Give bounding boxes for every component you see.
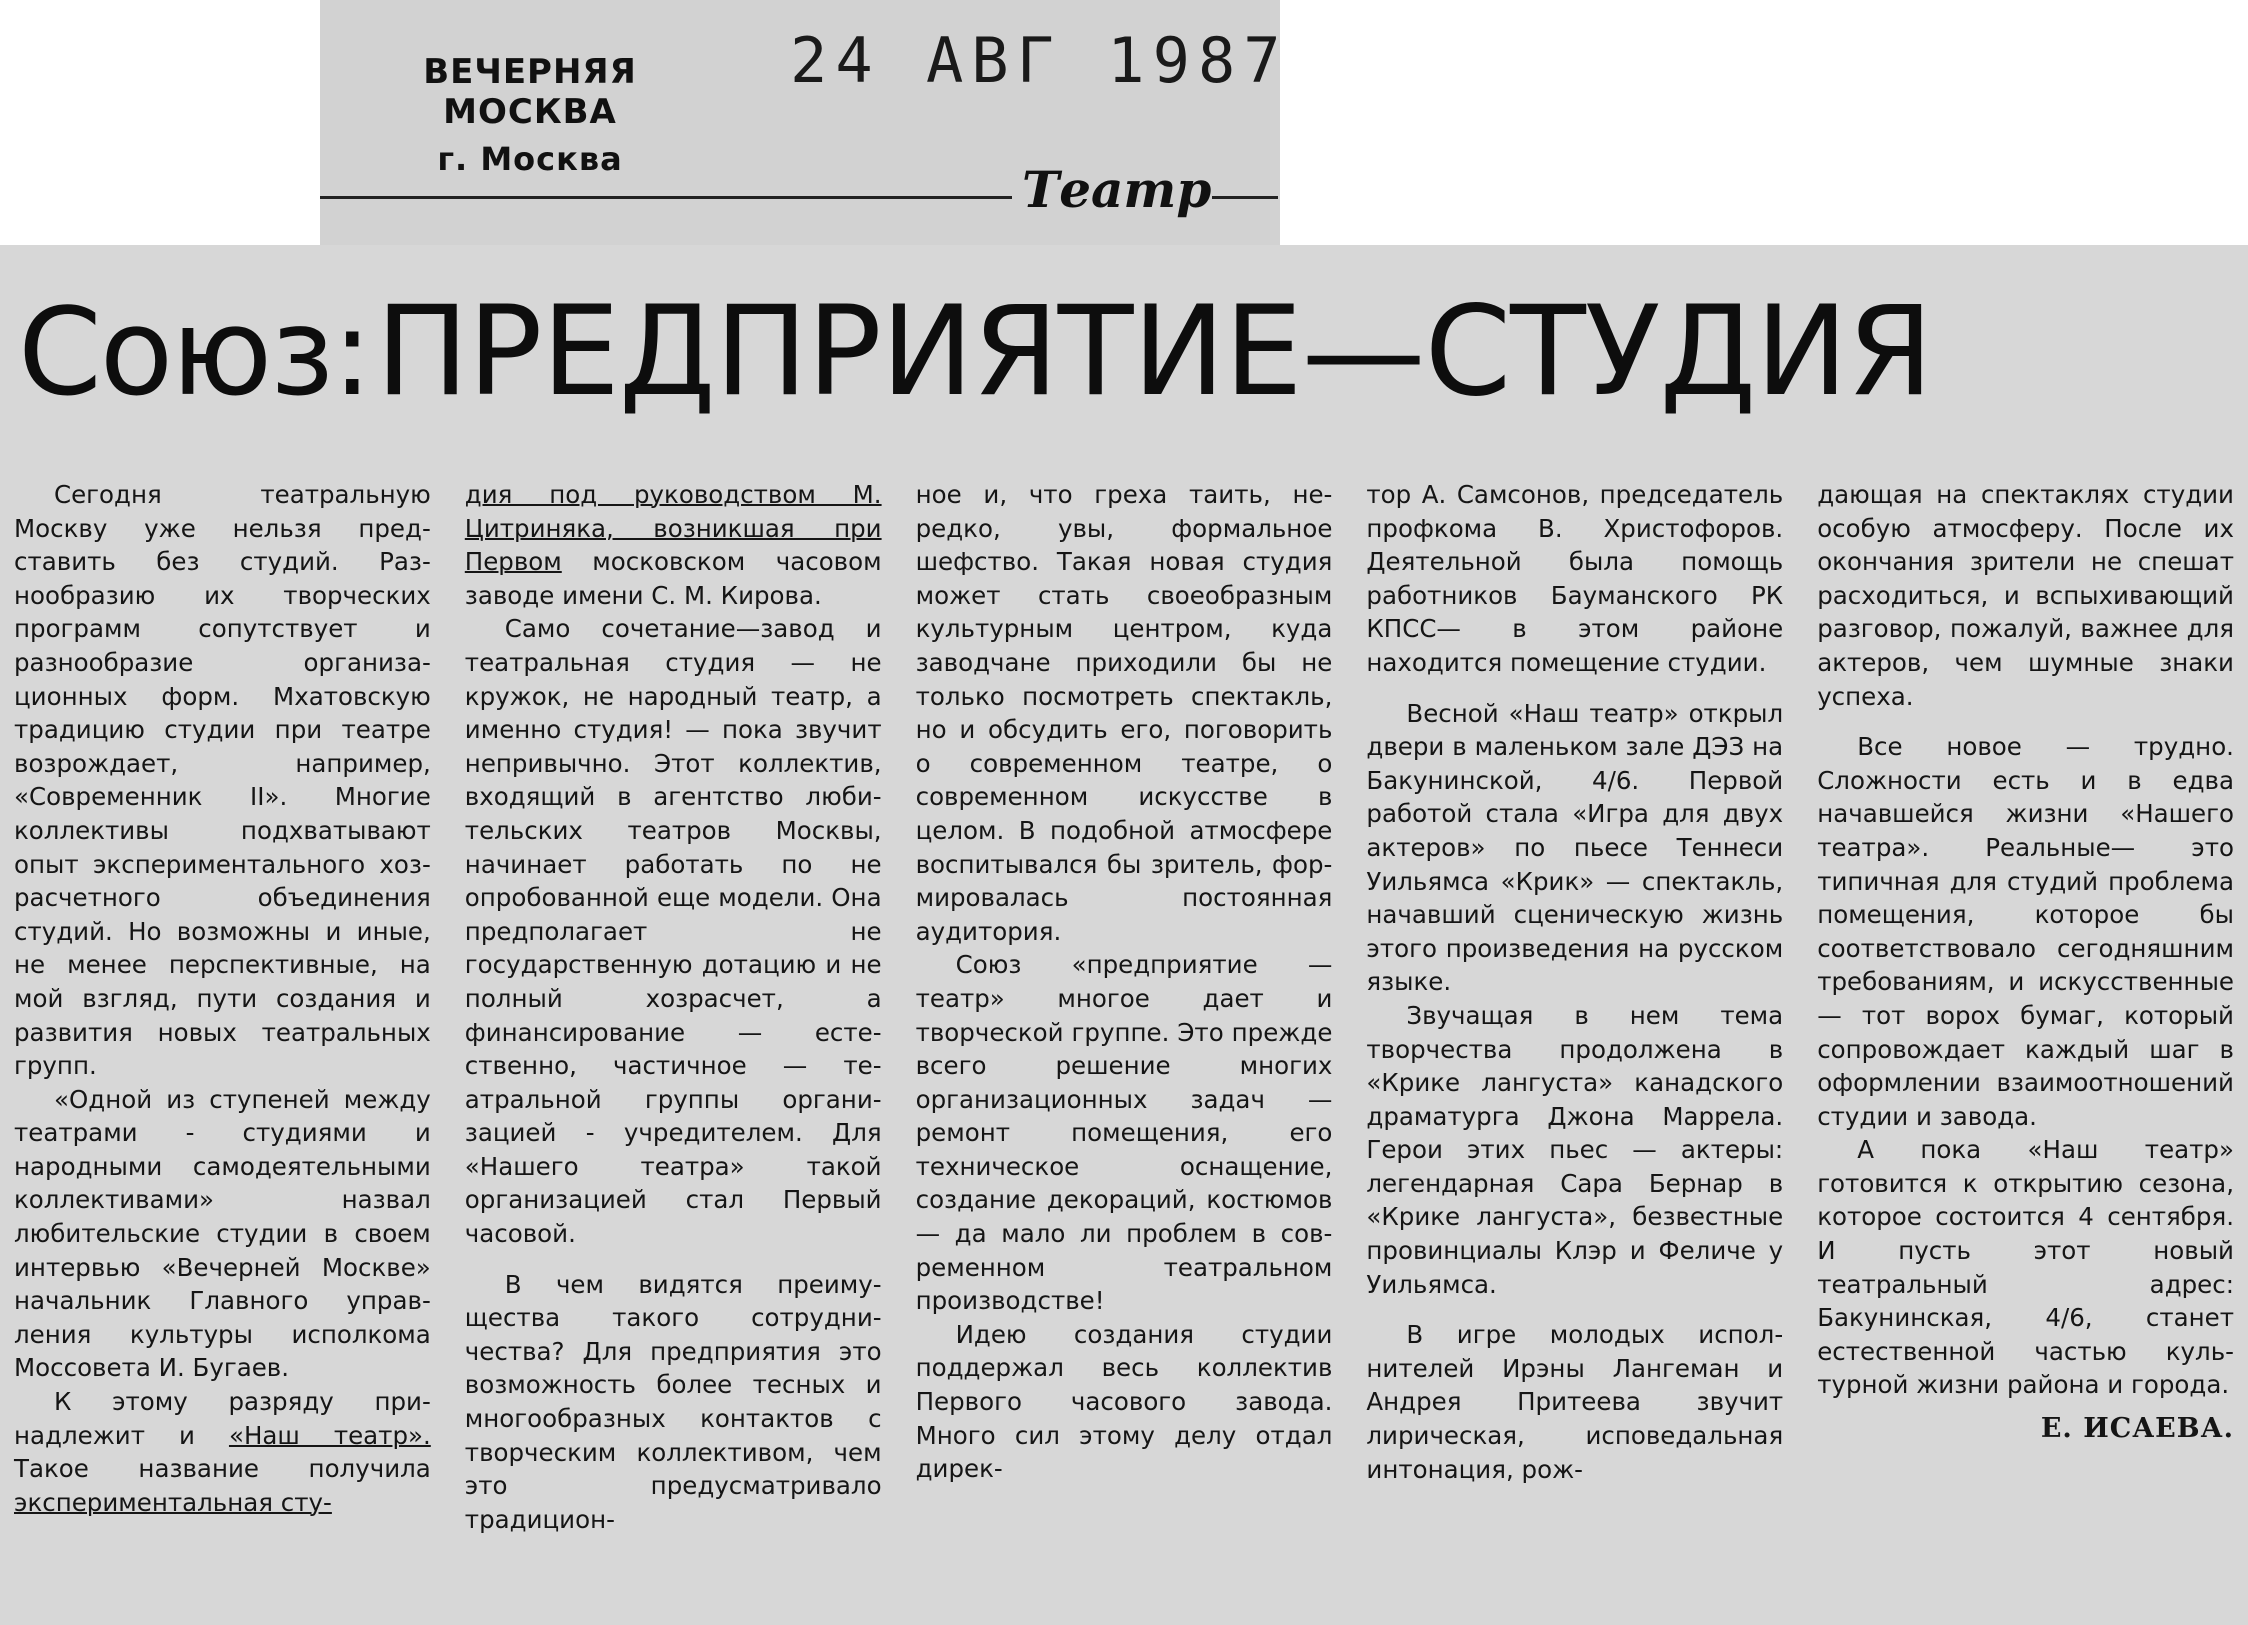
paragraph: Сегодня театральную Москву уже нельзя представить без студий. Разнообразию их творческих программ сопутствует и разнообразие организационных форм. Мхатовскую традицию студии при театре возрождает, например, «Современник II». Многие коллективы подхватывают опыт экспериментального хозрасчетного объединения студий. Но возможны и иные, не менее перспективные, на мой взгляд, пути создания и развития новых театральных групп.	[14, 480, 431, 1081]
headline-lead: Союз:	[18, 284, 371, 423]
underlined-text: дия под руководством М. Цитриняка, возникшая при Первом	[464, 480, 882, 577]
article-columns	[14, 478, 2234, 1608]
article-column-5	[1817, 478, 2234, 1608]
paragraph	[465, 478, 882, 612]
underlined-text: «Наш театр».	[228, 1420, 431, 1450]
paragraph: Весной «Наш театр» открыл двери в маленьком зале ДЭЗ на Бакунинской, 4/6. Первой работой стала «Игра для двух актеров» по пьесе Теннеси Уильямса «Крик» — спектакль, начавший сценическую жизнь этого произведения на русском языке.	[1366, 698, 1784, 997]
newspaper-name: ВЕЧЕРНЯЯ МОСКВА	[423, 52, 637, 132]
article-column-3	[916, 478, 1333, 1608]
article-headline	[18, 280, 2230, 424]
rubric-rule-left	[320, 196, 1012, 199]
section-rubric: Театр	[1022, 160, 1212, 219]
author-signature: Е. ИСАЕВА.	[2040, 1413, 2234, 1445]
headline-main: ПРЕДПРИЯТИЕ—СТУДИЯ	[375, 280, 1933, 424]
paragraph: В игре молодых исполнителей Ирэны Лангеман и Андрея Притеева звучит лирическая, исповедальная интонация, рож-	[1366, 1320, 1784, 1484]
date-stamp: 24 АВГ 1987	[790, 24, 1289, 97]
text-run: К этому разряду принадлежит и	[14, 1387, 431, 1450]
newspaper-city: г. Москва	[437, 140, 623, 178]
paragraph: «Одной из ступеней между театрами - студиями и народными самодеятельными коллективами» назвал любительские студии в своем интервью «Вечерней Москве» начальник Главного управления культуры исполкома Моссовета И. Бугаев.	[14, 1084, 431, 1383]
article-column-4	[1366, 478, 1783, 1608]
rubric-rule-right	[1212, 196, 1278, 199]
article-column-2	[465, 478, 882, 1608]
paragraph: А пока «Наш театр» готовится к открытию сезона, которое состоится 4 сентября. И пусть этот новый театральный адрес: Бакунинская, 4/6, станет естественной частью культурной жизни района и города.	[1817, 1135, 2234, 1400]
newspaper-masthead	[370, 52, 690, 178]
paragraph: ное и, что греха таить, нередко, увы, формальное шефство. Такая новая студия может стать своеобразным культурным центром, куда заводчане приходили бы не только посмотреть спектакль, но и обсудить его, поговорить о современном театре, о современном искусстве в целом. В подобной атмосфере воспитывался бы зритель, формировалась постоянная аудитория.	[915, 480, 1333, 946]
paragraph: Союз «предприятие — театр» многое дает и творческой группе. Это прежде всего решение многих организационных задач — ремонт помещения, его техническое оснащение, создание декораций, костюмов — да мало ли проблем в современном театральном производстве!	[915, 950, 1333, 1316]
paragraph	[14, 1385, 431, 1519]
underlined-text: экспериментальная сту-	[14, 1487, 332, 1517]
text-run: московском часовом заводе имени С. М. Кирова.	[464, 547, 882, 610]
paragraph: Идею создания студии поддержал весь коллектив Первого часового завода. Много сил этому делу отдал дирек-	[915, 1319, 1333, 1484]
paragraph: Все новое — трудно. Сложности есть и в едва начавшейся жизни «Нашего театра». Реальные— это типичная для студий проблема помещения, которое бы соответствовало сегодняшним требованиям, и искусственные — тот ворох бумаг, который сопровождает каждый шаг в оформлении взаимоотношений студии и завода.	[1817, 732, 2234, 1131]
article-column-1	[14, 478, 431, 1608]
paragraph: тор А. Самсонов, председатель профкома В. Христофоров. Деятельной была помощь работников Бауманского РК КПСС— в этом районе находится помещение студии.	[1366, 480, 1784, 677]
paragraph: Звучащая в нем тема творчества продолжена в «Крике лангуста» канадского драматурга Джона Маррела. Герои этих пьес — актеры: легендарная Сара Бернар в «Крике лангуста», безвестные провинциалы Клэр и Феличе у Уильямса.	[1366, 1000, 1784, 1299]
paragraph: В чем видятся преимущества такого сотрудничества? Для предприятия это возможность более тесных и многообразных контактов с творческим коллективом, чем это предусматривало традицион-	[464, 1269, 882, 1534]
paragraph: Само сочетание—завод и театральная студия — не кружок, не народный театр, а именно студия! — пока звучит непривычно. Этот коллектив, входящий в агентство любительских театров Москвы, начинает работать по не опробованной еще модели. Она предполагает не государственную дотацию и не полный хозрасчет, а финансирование — естественно, частичное — театральной группы организацией - учредителем. Для «Нашего театра» такой организацией стал Первый часовой.	[464, 614, 882, 1249]
text-run: Такое название получила	[14, 1454, 431, 1484]
paragraph: дающая на спектаклях студии особую атмосферу. После их окончания зрители не спешат расходиться, и вспыхивающий разговор, пожалуй, важнее для актеров, чем шумные знаки успеха.	[1817, 480, 2234, 711]
